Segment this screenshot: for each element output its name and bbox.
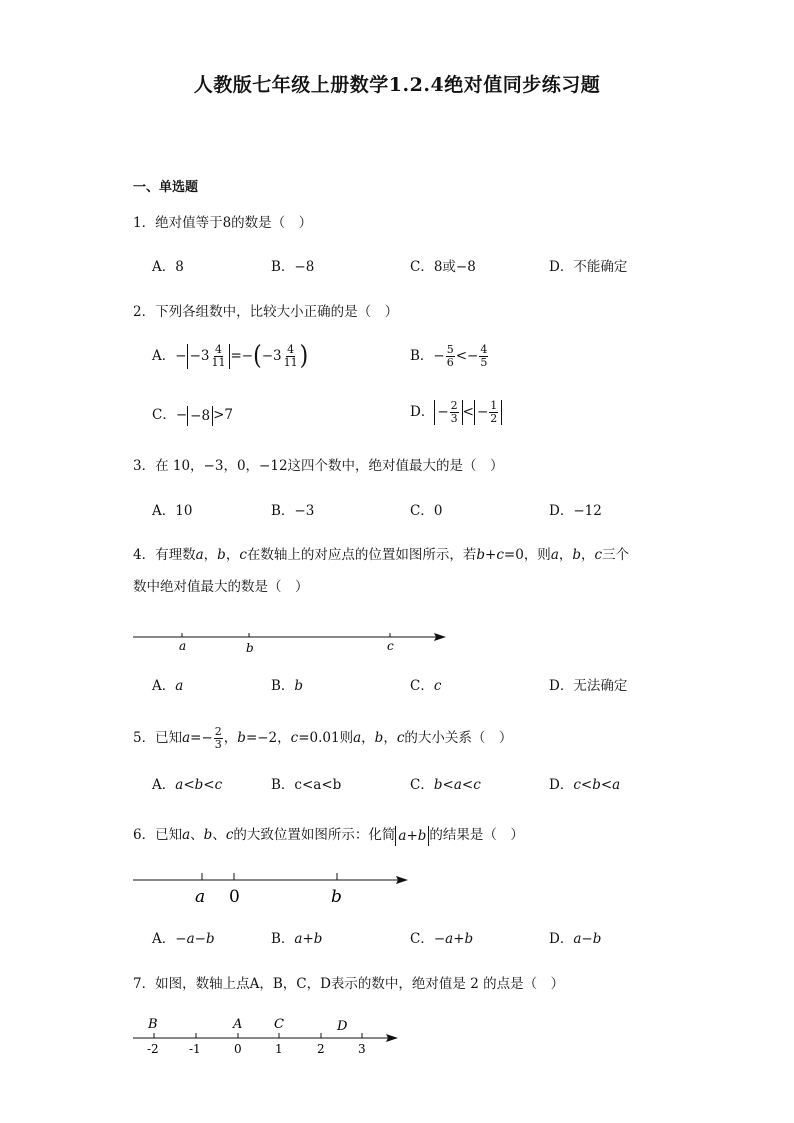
question-3-stem: 3．在 10，−3，0，−12这四个数中，绝对值最大的是（ ） xyxy=(133,458,504,474)
question-4-stem-line2: 数中绝对值最大的数是（ ） xyxy=(133,579,309,595)
q6-label-a: a xyxy=(195,887,206,907)
q6-option-c[interactable]: C．−a+b xyxy=(410,931,474,947)
q7-point-b: B xyxy=(148,1017,158,1032)
q7-tick-1: 1 xyxy=(275,1042,283,1056)
q7-tick-neg1: -1 xyxy=(189,1042,201,1056)
q4-option-d[interactable]: D．无法确定 xyxy=(549,678,628,694)
q7-number-line xyxy=(130,1012,410,1060)
q1-option-a[interactable]: A．8 xyxy=(152,259,184,275)
question-1-stem: 1．绝对值等于8的数是（ ） xyxy=(133,215,313,231)
q6-option-a[interactable]: A．−a−b xyxy=(152,931,215,947)
question-5-stem: 5．已知a=− $\frac{2}{3}$ ，b=−2，c=0.01则a，b，c的大小关系（ ） xyxy=(133,725,513,751)
q7-tick-0: 0 xyxy=(234,1042,242,1056)
q4-option-b[interactable]: B．b xyxy=(271,678,304,694)
q4-option-a[interactable]: A．a xyxy=(152,678,184,694)
q6-option-d[interactable]: D．a−b xyxy=(549,931,602,947)
q4-option-c[interactable]: C．c xyxy=(410,678,442,694)
q2-option-d[interactable]: D． − $\frac{2}{3}$ < − $\frac{1}{2}$ xyxy=(410,400,502,425)
q4-number-line xyxy=(130,626,460,658)
q2-option-c[interactable]: C．− −8 >7 xyxy=(152,407,233,424)
q1-option-c[interactable]: C．8或−8 xyxy=(410,259,476,275)
q6-number-line xyxy=(130,868,420,910)
question-7-stem: 7．如图，数轴上点A，B，C，D表示的数中，绝对值是 2 的点是（ ） xyxy=(133,976,565,992)
q6-label-zero: 0 xyxy=(229,887,240,907)
q7-tick-3: 3 xyxy=(358,1042,366,1056)
q1-option-b[interactable]: B．−8 xyxy=(271,259,315,275)
q3-option-d[interactable]: D．−12 xyxy=(549,503,602,519)
q5-option-a[interactable]: A．a<b<c xyxy=(152,777,223,793)
q1-option-d[interactable]: D．不能确定 xyxy=(549,259,628,275)
q3-option-a[interactable]: A．10 xyxy=(152,503,193,519)
q2-option-b[interactable]: B．− $\frac{5}{6}$ <− $\frac{4}{5}$ xyxy=(410,343,488,369)
q7-point-a: A xyxy=(233,1017,243,1032)
question-6-stem: 6．已知a、b、c的大致位置如图所示：化简 a+b 的结果是（ ） xyxy=(133,827,524,844)
q4-label-c: c xyxy=(387,639,394,653)
q6-option-b[interactable]: B．a+b xyxy=(271,931,323,947)
q6-label-b: b xyxy=(331,887,342,907)
q5-option-c[interactable]: C．b<a<c xyxy=(410,777,481,793)
q5-option-b[interactable]: B．c<a<b xyxy=(271,777,342,793)
q7-tick-2: 2 xyxy=(317,1042,325,1056)
q4-label-b: b xyxy=(246,641,254,655)
q2-option-a[interactable]: A．− −3 $\frac{4}{11}$ =−(−3 $\frac{4}{11}$ ) xyxy=(152,340,309,371)
page-title: 人教版七年级上册数学1.2.4绝对值同步练习题 xyxy=(193,74,601,96)
q5-option-d[interactable]: D．c<b<a xyxy=(549,777,621,793)
q4-label-a: a xyxy=(179,639,187,653)
question-2-stem: 2．下列各组数中，比较大小正确的是（ ） xyxy=(133,304,399,320)
question-4-stem: 4．有理数a，b，c在数轴上的对应点的位置如图所示，若b+c=0，则a，b，c三个 xyxy=(133,547,630,563)
q7-point-c: C xyxy=(274,1017,284,1032)
section-heading: 一、单选题 xyxy=(133,180,199,195)
q7-point-d: D xyxy=(337,1019,348,1034)
q7-tick-neg2: -2 xyxy=(147,1042,159,1056)
q3-option-b[interactable]: B．−3 xyxy=(271,503,315,519)
q3-option-c[interactable]: C．0 xyxy=(410,503,443,519)
